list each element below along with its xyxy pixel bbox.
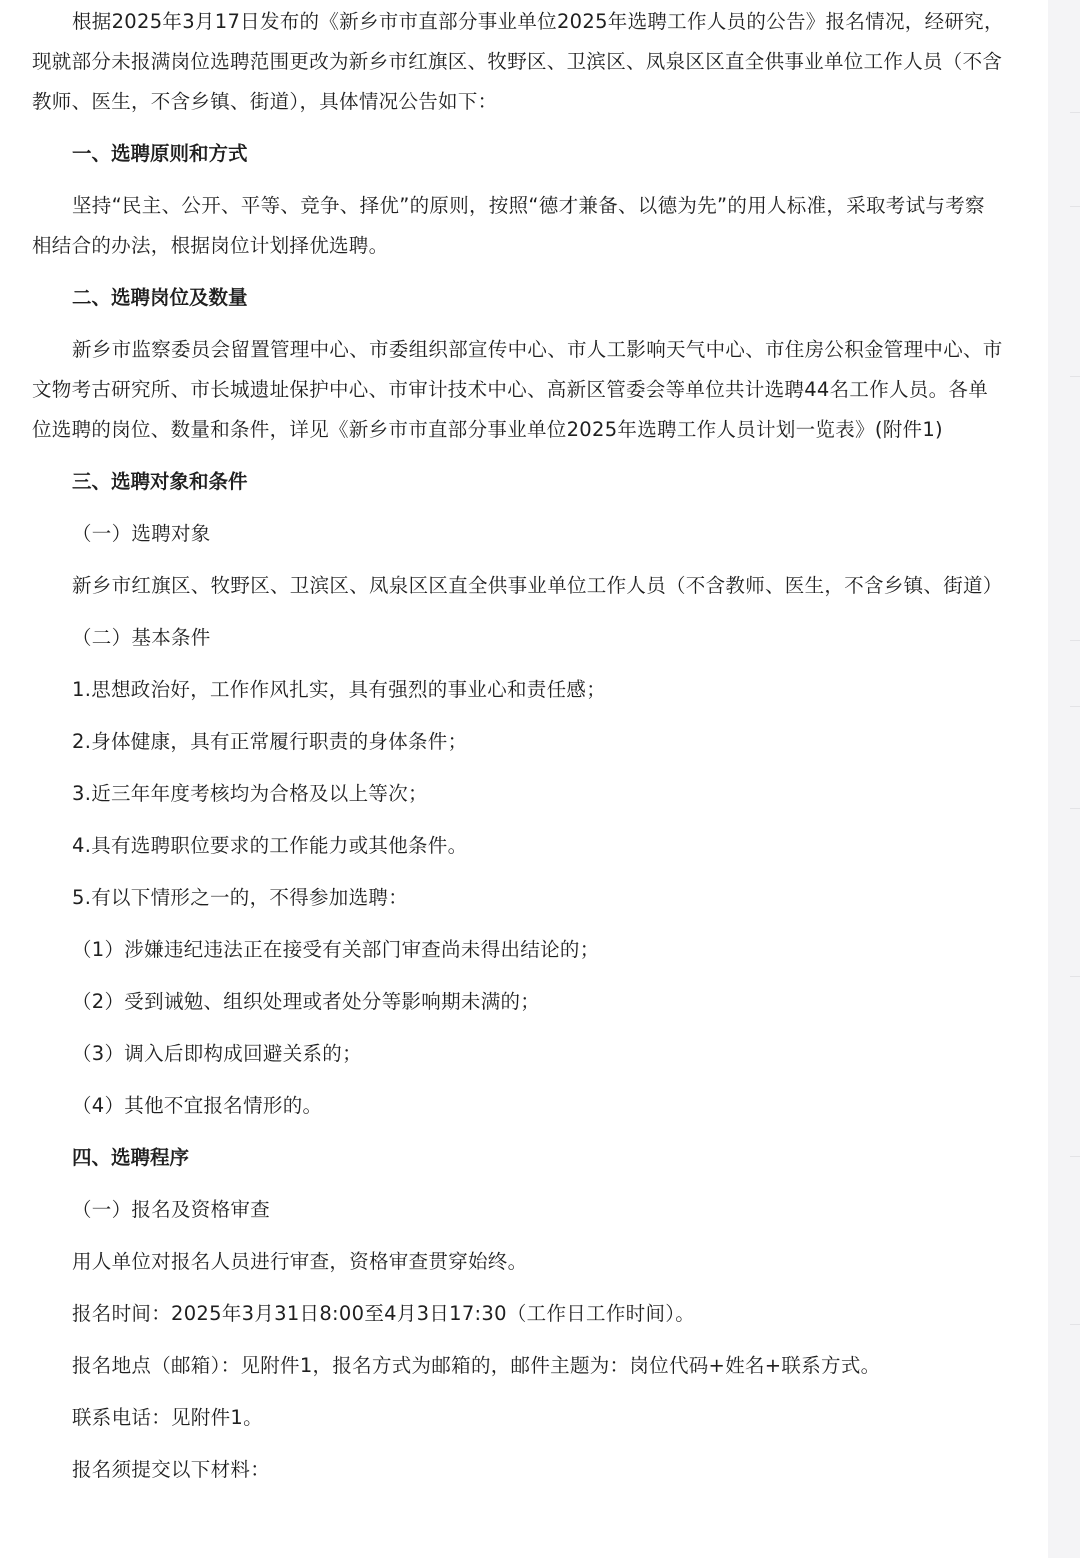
section-heading-positions: 二、选聘岗位及数量 xyxy=(72,286,248,309)
registration-line: 报名时间：2025年3月31日8:00至4月3日17:30（工作日工作时间）。 xyxy=(72,1302,696,1325)
side-divider xyxy=(1070,206,1080,207)
side-panel-strip[interactable] xyxy=(1048,0,1080,1558)
subheading-basic-conditions: （二）基本条件 xyxy=(72,626,211,649)
section-heading-eligibility: 三、选聘对象和条件 xyxy=(72,470,248,493)
side-divider xyxy=(1070,112,1080,113)
subheading-target: （一）选聘对象 xyxy=(72,522,211,545)
registration-line: 用人单位对报名人员进行审查，资格审查贯穿始终。 xyxy=(72,1250,528,1273)
condition-item: 4.具有选聘职位要求的工作能力或其他条件。 xyxy=(72,834,468,857)
registration-line: 联系电话：见附件1。 xyxy=(72,1406,263,1429)
exclusion-item: （2）受到诫勉、组织处理或者处分等影响期未满的； xyxy=(72,990,541,1013)
side-divider xyxy=(1070,808,1080,809)
condition-item: 5.有以下情形之一的，不得参加选聘： xyxy=(72,886,409,909)
condition-item: 3.近三年年度考核均为合格及以上等次； xyxy=(72,782,428,805)
side-divider xyxy=(1070,376,1080,377)
exclusion-item: （4）其他不宜报名情形的。 xyxy=(72,1094,323,1117)
condition-item: 2.身体健康，具有正常履行职责的身体条件； xyxy=(72,730,468,753)
side-divider xyxy=(1070,640,1080,641)
principles-paragraph: 坚持“民主、公开、平等、竞争、择优”的原则，按照“德才兼备、以德为先”的用人标准，采取考试与考察相结合的办法，根据岗位计划择优选聘。 xyxy=(32,194,985,257)
intro-paragraph: 根据2025年3月17日发布的《新乡市市直部分事业单位2025年选聘工作人员的公告》报名情况，经研究，现就部分未报满岗位选聘范围更改为新乡市红旗区、牧野区、卫滨区、凤泉区区直全供事业单位工作人员（不含教师、医生，不含乡镇、街道），具体情况公告如下： xyxy=(32,10,1004,113)
exclusion-item: （1）涉嫌违纪违法正在接受有关部门审查尚未得出结论的； xyxy=(72,938,600,961)
condition-item: 1.思想政治好，工作作风扎实，具有强烈的事业心和责任感； xyxy=(72,678,607,701)
side-divider xyxy=(1070,1324,1080,1325)
target-paragraph: 新乡市红旗区、牧野区、卫滨区、凤泉区区直全供事业单位工作人员（不含教师、医生，不含乡镇、街道） xyxy=(72,574,1003,597)
side-divider xyxy=(1070,1156,1080,1157)
side-divider xyxy=(1070,706,1080,707)
section-heading-principles: 一、选聘原则和方式 xyxy=(72,142,248,165)
subheading-registration: （一）报名及资格审查 xyxy=(72,1198,271,1221)
exclusion-item: （3）调入后即构成回避关系的； xyxy=(72,1042,362,1065)
registration-line: 报名须提交以下材料： xyxy=(72,1458,271,1481)
side-divider xyxy=(1070,976,1080,977)
registration-line: 报名地点（邮箱）：见附件1，报名方式为邮箱的，邮件主题为：岗位代码+姓名+联系方式。 xyxy=(72,1354,881,1377)
section-heading-procedure: 四、选聘程序 xyxy=(72,1146,190,1169)
positions-paragraph: 新乡市监察委员会留置管理中心、市委组织部宣传中心、市人工影响天气中心、市住房公积金管理中心、市文物考古研究所、市长城遗址保护中心、市审计技术中心、高新区管委会等单位共计选聘44名工作人员。各单位选聘的岗位、数量和条件，详见《新乡市市直部分事业单位2025年选聘工作人员计划一览表》(附件1) xyxy=(32,338,1003,441)
article-body xyxy=(32,2,1004,1490)
